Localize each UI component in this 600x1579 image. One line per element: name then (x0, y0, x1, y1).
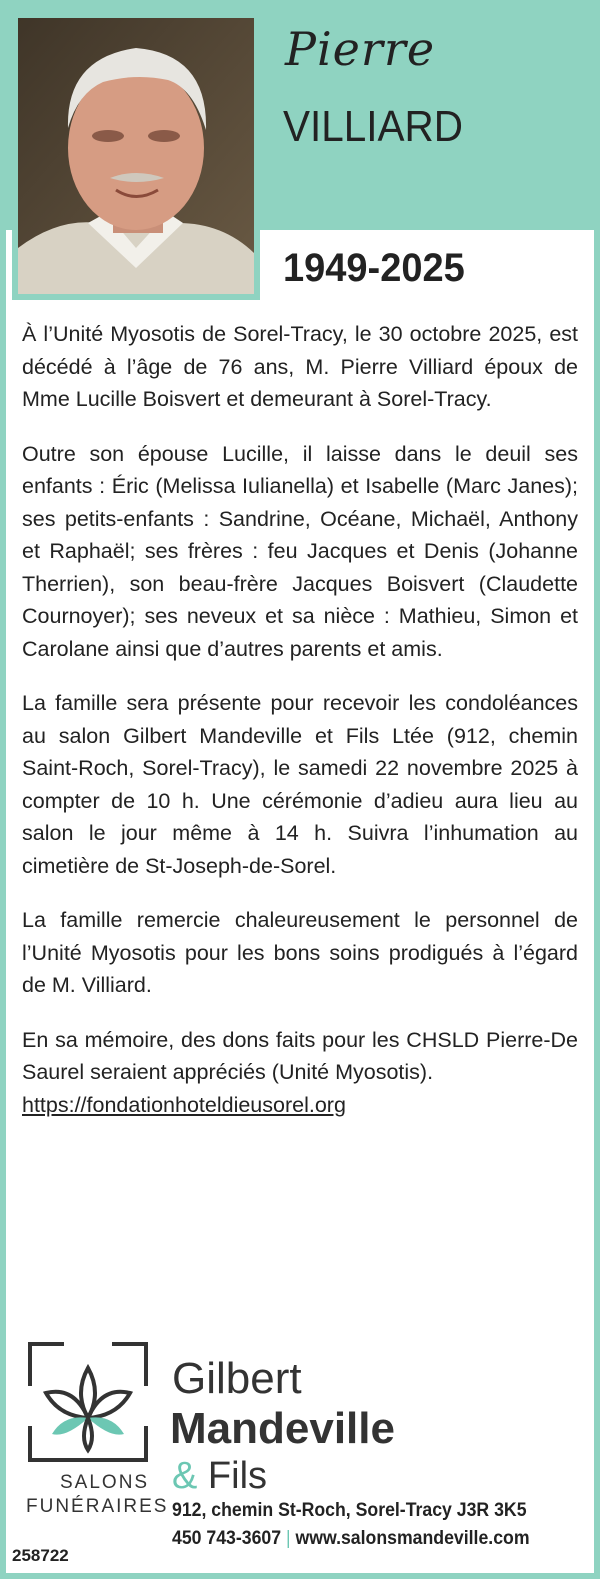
funeral-home-address: 912, chemin St-Roch, Sorel-Tracy J3R 3K5 (172, 1500, 527, 1521)
phone-number[interactable]: 450 743-3607 (172, 1528, 282, 1549)
donations-text: En sa mémoire, des dons faits pour les CHSLD Pierre-De Saurel seraient appréciés (Unité Myosotis). (22, 1027, 578, 1084)
website-link[interactable]: www.salonsmandeville.com (295, 1528, 530, 1549)
brand-fils-word: Fils (207, 1455, 268, 1497)
portrait-illustration (18, 18, 254, 294)
portrait-photo (18, 18, 254, 294)
brand-ampersand: & (172, 1455, 198, 1497)
life-years: 1949-2025 (283, 246, 465, 290)
paragraph-family: Outre son épouse Lucille, il laisse dans le deuil ses enfants : Éric (Melissa Iulianella) et Isabelle (Marc Janes); ses petits-enfants : Sandrine, Océane, Michaël, Anthony et Raphaël; ses frères : feu Jacques et Denis (Johanne Therrien), son beau-frère Jacques Boisvert (Claudette Cournoyer); ses neveux et sa nièce : Mathieu, Simon et Carolane ainsi que d’autres parents et amis. (22, 441, 578, 661)
funeral-home-contact (172, 1528, 530, 1550)
donation-link[interactable]: https://fondationhoteldieusorel.org (22, 1092, 346, 1117)
ad-reference-number: 258722 (12, 1546, 69, 1565)
funeraires-label: FUNÉRAIRES (26, 1496, 169, 1517)
paragraph-death-notice: À l’Unité Myosotis de Sorel-Tracy, le 30 octobre 2025, est décédé à l’âge de 76 ans, M. Pierre Villiard époux de Mme Lucille Boisvert et demeurant à Sorel-Tracy. (22, 322, 578, 411)
obituary-text (22, 318, 578, 1121)
contact-separator: | (285, 1528, 291, 1549)
salons-label: SALONS (60, 1472, 150, 1493)
brand-gilbert: Gilbert (172, 1354, 302, 1403)
paragraph-donations (22, 1024, 578, 1122)
paragraph-funeral-details: La famille sera présente pour recevoir les condoléances au salon Gilbert Mandeville et Fils Ltée (912, chemin Saint-Roch, Sorel-Tracy), le samedi 22 novembre 2025 à compter de 10 h. Une cérémonie d’adieu aura lieu au salon le jour même à 14 h. Suivra l’inhumation au cimetière de St-Joseph-de-Sorel. (22, 691, 578, 878)
brand-mandeville: Mandeville (170, 1404, 395, 1453)
brand-fils (172, 1455, 267, 1498)
first-name: Pierre (285, 22, 436, 76)
last-name: VILLIARD (283, 102, 463, 151)
paragraph-thanks: La famille remercie chaleureusement le personnel de l’Unité Myosotis pour les bons soins prodigués à l’égard de M. Villiard. (22, 908, 578, 997)
lotus-logo-icon (24, 1338, 152, 1466)
